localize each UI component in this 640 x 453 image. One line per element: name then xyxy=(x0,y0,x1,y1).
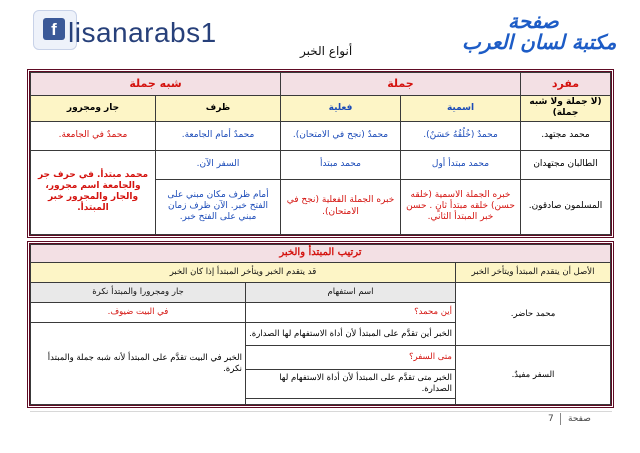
r1-filiyya: محمدٌ (نجح في الامتحان). xyxy=(281,121,401,150)
order-table xyxy=(30,244,611,405)
footer-page-number: 7 xyxy=(548,414,554,424)
r2-filiyya: محمد مبتدأ xyxy=(281,150,401,179)
r2-mufrad: الطالبان مجتهدان xyxy=(521,150,611,179)
sub-jar: جار ومجرور xyxy=(31,96,156,122)
example-2: السفر مفيدٌ. xyxy=(456,346,611,405)
r1-ismiyya: محمدٌ (خُلُقُهُ حَسَنٌ). xyxy=(401,121,521,150)
brand-line-1: صفحة xyxy=(508,9,559,33)
r1-mufrad: محمد مجتهد. xyxy=(521,121,611,150)
r2-ismiyya: محمد مبتدأ أول xyxy=(401,150,521,179)
r1-zarf: محمدٌ أمام الجامعة. xyxy=(156,121,281,150)
q2-example: متى السفر؟ xyxy=(246,346,456,370)
r2-jar-explanation: محمد مبتدأ. في حرف جر والجامعة اسم مجرور، والجار والمجرور خبر المبتدأ. xyxy=(31,150,156,234)
q1-explanation: الخبر أين تقدَّم على المبتدأ لأن أداة الاستفهام لها الصدارة. xyxy=(246,323,456,346)
header-shibh: شبه جملة xyxy=(31,73,281,96)
j1-explanation: الخبر في البيت تقدَّم على المبتدأ لأنه شبه جملة والمبتدأ نكرة. xyxy=(31,323,246,405)
sub-zarf: ظرف xyxy=(156,96,281,122)
header-jumla: جملة xyxy=(281,73,521,96)
facebook-icon: f xyxy=(43,18,65,40)
spacer-cell xyxy=(246,399,456,405)
sub-mufrad: (لا جملة ولا شبه جملة) xyxy=(521,96,611,122)
r3-mufrad: المسلمون صادقون. xyxy=(521,179,611,234)
types-table xyxy=(30,72,611,235)
brand-line-2: مكتبة لسان العرب xyxy=(462,30,617,54)
page-title: أنواع الخبر xyxy=(300,44,353,58)
sub-ismiyya: اسمية xyxy=(401,96,521,122)
r3-ismiyya: خبره الجملة الاسمية (خلقه حسن) خلقه مبتدأ ثانٍ . حسن خبر المبتدأ الثاني. xyxy=(401,179,521,234)
r3-filiyya: خبره الجملة الفعلية (نجح في الامتحان). xyxy=(281,179,401,234)
order-title: ترتيب المبتدأ والخبر xyxy=(31,245,611,263)
q2-explanation: الخبر متى تقدَّم على المبتدأ لأن أداة الاستفهام لها الصدارة. xyxy=(246,369,456,398)
example-1: محمد حاضر. xyxy=(456,283,611,346)
j1-example: في البيت ضيوف. xyxy=(31,303,246,323)
r1-jar: محمدٌ في الجامعة. xyxy=(31,121,156,150)
footer-separator xyxy=(560,413,561,425)
site-handle: lisanarabs1 xyxy=(68,17,217,48)
header-mufrad: مفرد xyxy=(521,73,611,96)
col-jar: جار ومجرورا والمبتدأ نكرة xyxy=(31,283,246,303)
col-istifham: اسم استفهام xyxy=(246,283,456,303)
r2-zarf: السفر الآن. xyxy=(156,150,281,179)
q1-example: أين محمد؟ xyxy=(246,303,456,323)
r3-zarf: أمام ظرف مكان مبني على الفتح خبر. الآن ظرف زمان مبني على الفتح خبر. xyxy=(156,179,281,234)
sub-filiyya: فعلية xyxy=(281,96,401,122)
asl-rule: الأصل أن يتقدم المبتدأ ويتأخر الخبر xyxy=(456,263,611,283)
qad-rule: قد يتقدم الخبر ويتأخر المبتدأ إذا كان الخبر xyxy=(31,263,456,283)
footer-divider xyxy=(30,411,612,412)
footer-page-label: صفحة xyxy=(568,414,591,424)
